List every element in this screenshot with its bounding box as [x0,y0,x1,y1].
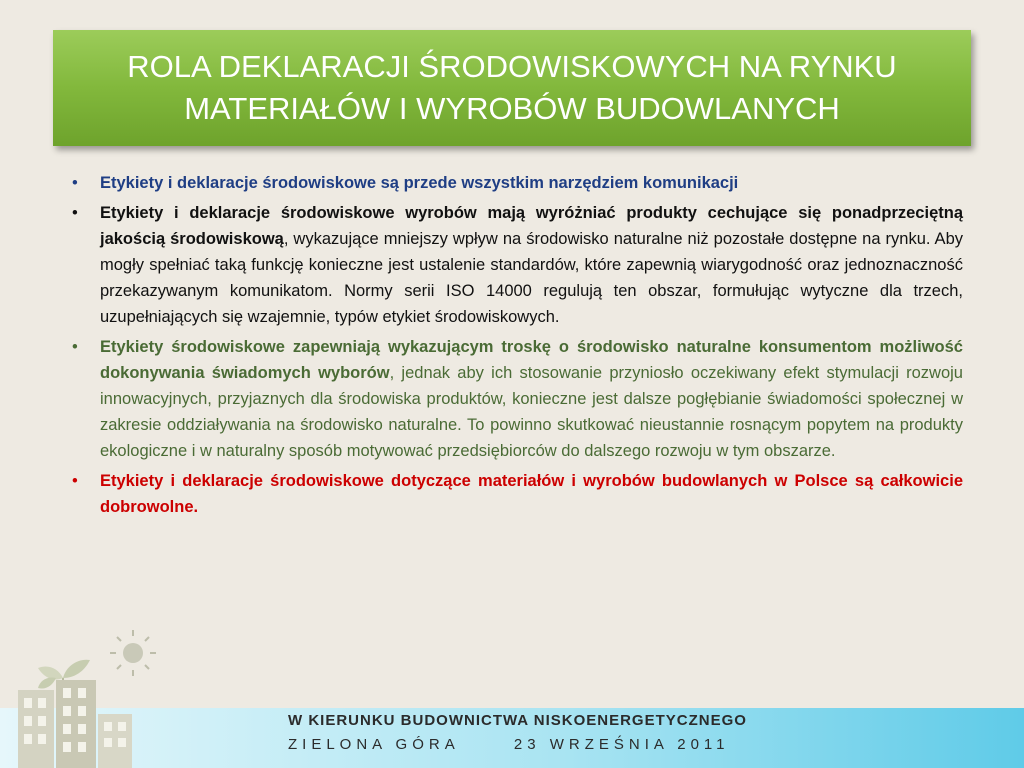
bullet-dot: • [72,204,78,222]
slide-title-line-2: MATERIAŁÓW I WYROBÓW BUDOWLANYCH [184,91,840,126]
bullet-dot: • [72,338,78,356]
bullet-item-consumer-choice [72,334,963,464]
bullet-item-voluntary [72,468,963,520]
bullet-2-bold: Etykiety i deklaracje środowiskowe wyrobów mają wyróżniać produkty cechujące się ponadprzeciętną jakością środowiskową [100,204,963,248]
slide-title [53,30,971,146]
slide-title-line-1: ROLA DEKLARACJI ŚRODOWISKOWYCH NA RYNKU [127,49,897,84]
footer-date-location: ZIELONA GÓRA 23 WRZEŚNIA 2011 [288,736,730,753]
bullet-3-text: , jednak aby ich stosowanie przyniosło oczekiwany efekt stymulacji rozwoju innowacyjnych, przyjaznych dla środowiska produktów, konieczne jest dalsze pogłębianie świadomości społecznej w zakresie oddziaływania na środowisko naturalne. To powinno skutkować nieustannie rosnącym popytem na produkty ekologiczne i w naturalny sposób motywować przedsiębiorców do dalszego rozwoju w tym obszarze. [100,364,963,460]
bullet-4-bold: Etykiety i deklaracje środowiskowe dotyczące materiałów i wyrobów budowlanych w Polsce są całkowicie dobrowolne. [100,472,963,516]
footer-title: W KIERUNKU BUDOWNICTWA NISKOENERGETYCZNEGO [288,712,747,729]
bullet-item-product-quality [72,200,963,330]
sun-icon [110,630,156,676]
bullet-list [72,170,963,524]
building-icon [18,680,132,768]
bullet-2-text: , wykazujące mniejszy wpływ na środowisko naturalne niż pozostałe dostępne na rynku. Aby mogły spełniać taką funkcję konieczne jest ustalenie standardów, które zapewnią wiarygodność oraz jednoznaczność przekazywanym komunikatom. Normy serii ISO 14000 regulują ten obszar, formułując wytyczne dla trzech, uzupełniających się wzajemnie, typów etykiet środowiskowych. [100,230,963,326]
bullet-item-communication [72,170,963,196]
eco-buildings-illustration [8,628,158,768]
bullet-1-bold: Etykiety i deklaracje środowiskowe są przede wszystkim narzędziem komunikacji [100,174,739,192]
bullet-3-bold: Etykiety środowiskowe zapewniają wykazującym troskę o środowisko naturalne konsumentom możliwość dokonywania świadomych wyborów [100,338,963,382]
bullet-dot: • [72,174,78,192]
bullet-dot: • [72,472,78,490]
